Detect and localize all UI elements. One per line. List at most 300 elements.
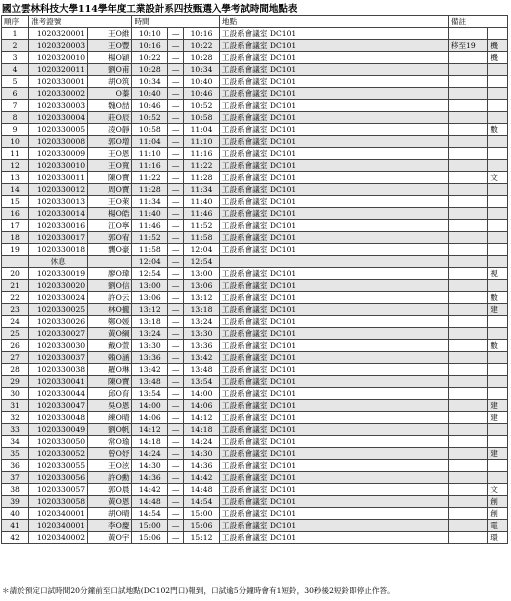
exam-no-cell: 1020330044 xyxy=(29,388,88,400)
table-row xyxy=(2,316,508,328)
dash-cell: — xyxy=(168,340,184,352)
remark-cell xyxy=(448,148,487,160)
start-time-cell: 10:58 xyxy=(132,124,168,136)
remark-cell xyxy=(448,460,487,472)
table-row xyxy=(2,52,508,64)
remark-cell xyxy=(448,172,487,184)
end-time-cell: 10:16 xyxy=(184,28,220,40)
page-title: 國立雲林科技大學114學年度工業設計系四技甄選入學考試時間地點表 xyxy=(2,4,298,15)
place-cell: 工設系會議室 DC101 xyxy=(219,328,448,340)
subject-cell xyxy=(488,232,508,244)
start-time-cell: 14:48 xyxy=(132,496,168,508)
start-time-cell: 10:52 xyxy=(132,112,168,124)
seq-cell: 26 xyxy=(2,340,29,352)
table-row xyxy=(2,388,508,400)
start-time-cell: 14:12 xyxy=(132,424,168,436)
start-time-cell: 11:22 xyxy=(132,172,168,184)
start-time-cell: 14:24 xyxy=(132,448,168,460)
seq-cell: 23 xyxy=(2,304,29,316)
exam-no-cell: 1020330017 xyxy=(29,232,88,244)
name-cell: 王O恩 xyxy=(88,148,132,160)
end-time-cell: 14:12 xyxy=(184,412,220,424)
name-cell: 廖O瑋 xyxy=(88,268,132,280)
seq-cell: 16 xyxy=(2,208,29,220)
seq-cell: 39 xyxy=(2,496,29,508)
subject-cell: 機 xyxy=(488,40,508,52)
end-time-cell: 14:18 xyxy=(184,424,220,436)
place-cell: 工設系會議室 DC101 xyxy=(219,424,448,436)
seq-cell: 3 xyxy=(2,52,29,64)
name-cell: 戴O萱 xyxy=(88,340,132,352)
subject-cell xyxy=(488,136,508,148)
end-time-cell: 13:42 xyxy=(184,352,220,364)
table-row xyxy=(2,352,508,364)
end-time-cell: 11:22 xyxy=(184,160,220,172)
subject-cell: 建 xyxy=(488,448,508,460)
table-row xyxy=(2,328,508,340)
remark-cell xyxy=(448,400,487,412)
seq-cell: 29 xyxy=(2,376,29,388)
place-cell: 工設系會議室 DC101 xyxy=(219,496,448,508)
exam-no-cell: 1020330018 xyxy=(29,244,88,256)
subject-cell xyxy=(488,64,508,76)
seq-cell: 40 xyxy=(2,508,29,520)
start-time-cell: 15:00 xyxy=(132,520,168,532)
dash-cell: — xyxy=(168,160,184,172)
name-cell: 龔O豪 xyxy=(88,244,132,256)
exam-no-cell: 1020330001 xyxy=(29,76,88,88)
table-row xyxy=(2,28,508,40)
start-time-cell: 10:22 xyxy=(132,52,168,64)
table-row xyxy=(2,136,508,148)
seq-cell: 20 xyxy=(2,268,29,280)
place-cell: 工設系會議室 DC101 xyxy=(219,28,448,40)
subject-cell xyxy=(488,388,508,400)
seq-cell: 28 xyxy=(2,364,29,376)
place-cell: 工設系會議室 DC101 xyxy=(219,304,448,316)
name-cell: 練O晴 xyxy=(88,412,132,424)
name-cell: 陳O寶 xyxy=(88,376,132,388)
dash-cell: — xyxy=(168,532,184,544)
exam-no-cell: 1020330048 xyxy=(29,412,88,424)
exam-no-cell: 1020340001 xyxy=(29,520,88,532)
seq-cell: 36 xyxy=(2,460,29,472)
subject-cell xyxy=(488,160,508,172)
place-cell: 工設系會議室 DC101 xyxy=(219,376,448,388)
remark-cell xyxy=(448,316,487,328)
dash-cell: — xyxy=(168,268,184,280)
table-row xyxy=(2,256,508,268)
name-cell xyxy=(88,256,132,268)
start-time-cell: 10:10 xyxy=(132,28,168,40)
table-row xyxy=(2,76,508,88)
start-time-cell: 13:18 xyxy=(132,316,168,328)
subject-cell xyxy=(488,376,508,388)
place-cell: 工設系會議室 DC101 xyxy=(219,100,448,112)
name-cell: 楊O穎 xyxy=(88,52,132,64)
seq-cell: 41 xyxy=(2,520,29,532)
name-cell: 楊O皓 xyxy=(88,208,132,220)
dash-cell: — xyxy=(168,100,184,112)
start-time-cell: 13:36 xyxy=(132,352,168,364)
table-row xyxy=(2,424,508,436)
subject-cell: 建 xyxy=(488,412,508,424)
subject-cell xyxy=(488,220,508,232)
name-cell: 邱O育 xyxy=(88,388,132,400)
exam-no-cell: 1020330004 xyxy=(29,112,88,124)
table-row xyxy=(2,268,508,280)
seq-cell: 1 xyxy=(2,28,29,40)
seq-cell: 17 xyxy=(2,220,29,232)
table-row xyxy=(2,220,508,232)
name-cell: 王O維 xyxy=(88,28,132,40)
exam-no-cell: 1020330011 xyxy=(29,172,88,184)
name-cell: 凌O靜 xyxy=(88,124,132,136)
place-cell: 工設系會議室 DC101 xyxy=(219,472,448,484)
end-time-cell: 10:28 xyxy=(184,52,220,64)
end-time-cell: 13:12 xyxy=(184,292,220,304)
header-seq: 順序 xyxy=(2,16,29,28)
subject-cell xyxy=(488,76,508,88)
start-time-cell: 13:00 xyxy=(132,280,168,292)
place-cell: 工設系會議室 DC101 xyxy=(219,268,448,280)
name-cell: 許O云 xyxy=(88,292,132,304)
end-time-cell: 11:52 xyxy=(184,220,220,232)
exam-no-cell: 1020330024 xyxy=(29,292,88,304)
name-cell: 黃O宇 xyxy=(88,532,132,544)
seq-cell: 25 xyxy=(2,328,29,340)
table-row xyxy=(2,280,508,292)
remark-cell xyxy=(448,532,487,544)
name-cell: 陳O寶 xyxy=(88,172,132,184)
subject-cell xyxy=(488,88,508,100)
place-cell: 工設系會議室 DC101 xyxy=(219,64,448,76)
subject-cell xyxy=(488,328,508,340)
seq-cell: 12 xyxy=(2,160,29,172)
end-time-cell: 15:00 xyxy=(184,508,220,520)
table-row xyxy=(2,64,508,76)
place-cell: 工設系會議室 DC101 xyxy=(219,148,448,160)
seq-cell: 32 xyxy=(2,412,29,424)
exam-no-cell: 1020330049 xyxy=(29,424,88,436)
name-cell: 許O勳 xyxy=(88,472,132,484)
start-time-cell: 13:54 xyxy=(132,388,168,400)
name-cell: 劉O信 xyxy=(88,280,132,292)
remark-cell xyxy=(448,112,487,124)
name-cell: 王O寬 xyxy=(88,160,132,172)
remark-cell xyxy=(448,412,487,424)
start-time-cell: 14:42 xyxy=(132,484,168,496)
remark-cell xyxy=(448,232,487,244)
place-cell: 工設系會議室 DC101 xyxy=(219,184,448,196)
exam-no-cell: 1020330030 xyxy=(29,340,88,352)
start-time-cell: 14:18 xyxy=(132,436,168,448)
table-row xyxy=(2,304,508,316)
table-row xyxy=(2,196,508,208)
table-row xyxy=(2,496,508,508)
dash-cell: — xyxy=(168,40,184,52)
dash-cell: — xyxy=(168,364,184,376)
remark-cell xyxy=(448,496,487,508)
exam-no-cell: 1020330005 xyxy=(29,124,88,136)
dash-cell: — xyxy=(168,304,184,316)
table-row xyxy=(2,148,508,160)
table-row xyxy=(2,292,508,304)
name-cell: 鄭O媛 xyxy=(88,316,132,328)
place-cell: 工設系會議室 DC101 xyxy=(219,484,448,496)
place-cell: 工設系會議室 DC101 xyxy=(219,412,448,424)
end-time-cell: 11:34 xyxy=(184,184,220,196)
place-cell: 工設系會議室 DC101 xyxy=(219,280,448,292)
subject-cell xyxy=(488,244,508,256)
seq-cell: 24 xyxy=(2,316,29,328)
name-cell: 常O瑜 xyxy=(88,436,132,448)
dash-cell: — xyxy=(168,244,184,256)
start-time-cell: 11:58 xyxy=(132,244,168,256)
subject-cell: 創 xyxy=(488,496,508,508)
name-cell: 胡O晴 xyxy=(88,508,132,520)
header-remark: 備註 xyxy=(448,16,507,28)
start-time-cell: 11:28 xyxy=(132,184,168,196)
dash-cell: — xyxy=(168,148,184,160)
exam-no-cell: 1020330016 xyxy=(29,220,88,232)
dash-cell: — xyxy=(168,508,184,520)
end-time-cell: 15:12 xyxy=(184,532,220,544)
place-cell: 工設系會議室 DC101 xyxy=(219,220,448,232)
dash-cell: — xyxy=(168,28,184,40)
start-time-cell: 15:06 xyxy=(132,532,168,544)
end-time-cell: 10:46 xyxy=(184,88,220,100)
exam-no-cell: 1020330041 xyxy=(29,376,88,388)
seq-cell: 34 xyxy=(2,436,29,448)
seq-cell: 15 xyxy=(2,196,29,208)
subject-cell xyxy=(488,316,508,328)
remark-cell xyxy=(448,52,487,64)
table-row xyxy=(2,172,508,184)
table-row xyxy=(2,112,508,124)
seq-cell: 18 xyxy=(2,232,29,244)
table-row xyxy=(2,244,508,256)
exam-no-cell: 1020330037 xyxy=(29,352,88,364)
place-cell: 工設系會議室 DC101 xyxy=(219,436,448,448)
place-cell: 工設系會議室 DC101 xyxy=(219,52,448,64)
dash-cell: — xyxy=(168,496,184,508)
start-time-cell: 14:06 xyxy=(132,412,168,424)
end-time-cell: 14:06 xyxy=(184,400,220,412)
table-row xyxy=(2,484,508,496)
table-row xyxy=(2,100,508,112)
remark-cell xyxy=(448,244,487,256)
subject-cell: 電 xyxy=(488,520,508,532)
exam-no-cell: 1020330009 xyxy=(29,148,88,160)
remark-cell xyxy=(448,64,487,76)
dash-cell: — xyxy=(168,232,184,244)
end-time-cell: 10:34 xyxy=(184,64,220,76)
subject-cell xyxy=(488,472,508,484)
name-cell: 周O寶 xyxy=(88,184,132,196)
table-row xyxy=(2,412,508,424)
exam-no-cell: 1020330003 xyxy=(29,100,88,112)
end-time-cell: 13:48 xyxy=(184,364,220,376)
seq-cell: 21 xyxy=(2,280,29,292)
subject-cell xyxy=(488,148,508,160)
subject-cell xyxy=(488,256,508,268)
name-cell: 黃O恩 xyxy=(88,496,132,508)
dash-cell: — xyxy=(168,424,184,436)
start-time-cell: 14:30 xyxy=(132,460,168,472)
subject-cell xyxy=(488,208,508,220)
footer-note: ＊請於預定口試時間20分鐘前至口試地點(DC102門口)報到，口試逾5分鐘時會有1短鈴，30秒後2短鈴即停止作答。 xyxy=(2,586,395,595)
place-cell: 工設系會議室 DC101 xyxy=(219,400,448,412)
exam-no-cell: 1020330057 xyxy=(29,484,88,496)
start-time-cell: 10:40 xyxy=(132,88,168,100)
exam-no-cell: 1020320010 xyxy=(29,52,88,64)
subject-cell: 環 xyxy=(488,532,508,544)
table-row xyxy=(2,520,508,532)
place-cell: 工設系會議室 DC101 xyxy=(219,352,448,364)
place-cell: 工設系會議室 DC101 xyxy=(219,160,448,172)
name-cell: 王O豐 xyxy=(88,40,132,52)
dash-cell: — xyxy=(168,484,184,496)
dash-cell: — xyxy=(168,520,184,532)
place-cell xyxy=(219,256,448,268)
subject-cell xyxy=(488,28,508,40)
end-time-cell: 13:30 xyxy=(184,328,220,340)
subject-cell: 建 xyxy=(488,400,508,412)
place-cell: 工設系會議室 DC101 xyxy=(219,208,448,220)
start-time-cell: 11:46 xyxy=(132,220,168,232)
place-cell: 工設系會議室 DC101 xyxy=(219,172,448,184)
end-time-cell: 12:04 xyxy=(184,244,220,256)
exam-no-cell: 1020320001 xyxy=(29,28,88,40)
exam-no-cell: 1020330010 xyxy=(29,160,88,172)
name-cell: 王O泫 xyxy=(88,460,132,472)
dash-cell: — xyxy=(168,376,184,388)
exam-no-cell: 1020330020 xyxy=(29,280,88,292)
place-cell: 工設系會議室 DC101 xyxy=(219,532,448,544)
exam-no-cell: 1020330008 xyxy=(29,136,88,148)
dash-cell: — xyxy=(168,460,184,472)
table-row xyxy=(2,460,508,472)
place-cell: 工設系會議室 DC101 xyxy=(219,448,448,460)
end-time-cell: 14:36 xyxy=(184,460,220,472)
seq-cell: 19 xyxy=(2,244,29,256)
remark-cell xyxy=(448,88,487,100)
subject-cell xyxy=(488,184,508,196)
table-row xyxy=(2,160,508,172)
name-cell: 羅O琳 xyxy=(88,364,132,376)
name-cell: 劉O甫 xyxy=(88,64,132,76)
table-row xyxy=(2,436,508,448)
end-time-cell: 11:46 xyxy=(184,208,220,220)
end-time-cell: 14:48 xyxy=(184,484,220,496)
remark-cell xyxy=(448,100,487,112)
end-time-cell: 13:24 xyxy=(184,316,220,328)
exam-no-cell: 1020330047 xyxy=(29,400,88,412)
exam-no-cell: 1020330019 xyxy=(29,268,88,280)
name-cell: 王O萊 xyxy=(88,196,132,208)
dash-cell: — xyxy=(168,292,184,304)
dash-cell: — xyxy=(168,88,184,100)
remark-cell xyxy=(448,376,487,388)
end-time-cell: 10:22 xyxy=(184,40,220,52)
end-time-cell: 13:54 xyxy=(184,376,220,388)
place-cell: 工設系會議室 DC101 xyxy=(219,520,448,532)
table-row xyxy=(2,364,508,376)
name-cell: 郭O增 xyxy=(88,136,132,148)
start-time-cell: 10:46 xyxy=(132,100,168,112)
name-cell: 莊O辰 xyxy=(88,112,132,124)
place-cell: 工設系會議室 DC101 xyxy=(219,232,448,244)
place-cell: 工設系會議室 DC101 xyxy=(219,112,448,124)
seq-cell xyxy=(2,256,29,268)
place-cell: 工設系會議室 DC101 xyxy=(219,340,448,352)
end-time-cell: 10:52 xyxy=(184,100,220,112)
start-time-cell: 11:10 xyxy=(132,148,168,160)
end-time-cell: 10:40 xyxy=(184,76,220,88)
table-row xyxy=(2,508,508,520)
seq-cell: 8 xyxy=(2,112,29,124)
seq-cell: 5 xyxy=(2,76,29,88)
remark-cell xyxy=(448,424,487,436)
place-cell: 工設系會議室 DC101 xyxy=(219,292,448,304)
end-time-cell: 14:42 xyxy=(184,472,220,484)
dash-cell: — xyxy=(168,436,184,448)
subject-cell xyxy=(488,100,508,112)
end-time-cell: 13:18 xyxy=(184,304,220,316)
start-time-cell: 12:54 xyxy=(132,268,168,280)
table-row xyxy=(2,184,508,196)
place-cell: 工設系會議室 DC101 xyxy=(219,364,448,376)
remark-cell xyxy=(448,256,487,268)
remark-cell xyxy=(448,280,487,292)
dash-cell: — xyxy=(168,76,184,88)
seq-cell: 37 xyxy=(2,472,29,484)
dash-cell: — xyxy=(168,328,184,340)
subject-cell: 數 xyxy=(488,292,508,304)
remark-cell xyxy=(448,448,487,460)
remark-cell xyxy=(448,304,487,316)
exam-no-cell: 1020330012 xyxy=(29,184,88,196)
dash-cell: — xyxy=(168,412,184,424)
start-time-cell: 10:34 xyxy=(132,76,168,88)
subject-cell: 數 xyxy=(488,124,508,136)
end-time-cell: 10:58 xyxy=(184,112,220,124)
dash-cell: — xyxy=(168,196,184,208)
remark-cell xyxy=(448,520,487,532)
schedule-table xyxy=(1,15,508,544)
name-cell: 李O慶 xyxy=(88,520,132,532)
end-time-cell: 14:54 xyxy=(184,496,220,508)
end-time-cell: 14:30 xyxy=(184,448,220,460)
place-cell: 工設系會議室 DC101 xyxy=(219,508,448,520)
subject-cell xyxy=(488,196,508,208)
remark-cell xyxy=(448,292,487,304)
start-time-cell: 14:54 xyxy=(132,508,168,520)
exam-no-cell: 1020330052 xyxy=(29,448,88,460)
end-time-cell: 13:06 xyxy=(184,280,220,292)
seq-cell: 7 xyxy=(2,100,29,112)
end-time-cell: 15:06 xyxy=(184,520,220,532)
seq-cell: 35 xyxy=(2,448,29,460)
place-cell: 工設系會議室 DC101 xyxy=(219,124,448,136)
exam-no-cell: 1020340001 xyxy=(29,508,88,520)
exam-no-cell: 1020330014 xyxy=(29,208,88,220)
place-cell: 工設系會議室 DC101 xyxy=(219,76,448,88)
dash-cell: — xyxy=(168,220,184,232)
end-time-cell: 14:00 xyxy=(184,388,220,400)
dash-cell: — xyxy=(168,64,184,76)
